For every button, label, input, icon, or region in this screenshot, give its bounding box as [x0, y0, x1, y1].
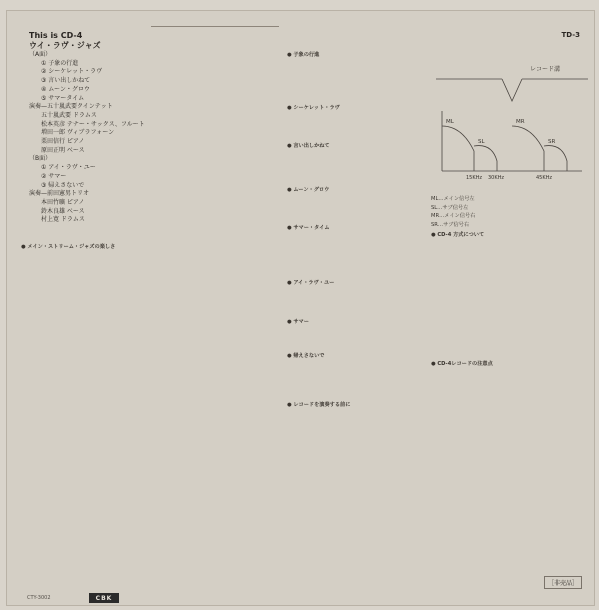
side-a-label: （A面） [29, 51, 52, 58]
track-heading-5: ● サマー・タイム [287, 225, 330, 232]
track-heading-2: ● シーケレット・ラヴ [287, 104, 340, 111]
track-a2: ② シーケレット・ラヴ [41, 68, 103, 76]
member-a3: 増田一郎 ヴィブラフォーン [41, 129, 115, 137]
track-a5: ⑤ サマータイム [41, 94, 85, 102]
not-for-sale-stamp: ［非売品］ [544, 576, 582, 589]
album-subtitle: ウイ・ラヴ・ジャズ [29, 41, 101, 50]
label-logo: CBK [89, 593, 119, 603]
track-heading-4: ● ムーン・グロウ [287, 186, 330, 193]
track-heading-8: ● 帰えさないで [287, 353, 325, 360]
column-2-rule [151, 26, 279, 27]
legend-item: SL…サブ信号左 [431, 204, 469, 211]
album-title: This is CD-4 [29, 31, 83, 40]
diagram-top-label: レコード溝 [530, 66, 561, 73]
track-heading-6: ● アイ・ラヴ・ユー [287, 279, 335, 286]
member-a2: 松本英彦 テナー・サックス、フルート [41, 120, 145, 128]
diagram-legend [431, 195, 571, 229]
track-b1: ① アイ・ラヴ・ユー [41, 164, 96, 172]
diagram-axis-3: 45KHz [536, 175, 553, 181]
side-b-label: （B面） [29, 155, 52, 163]
track-heading-1: ● 子象の行進 [287, 52, 320, 58]
member-b3: 村上寛 ドラムス [41, 216, 85, 224]
legend-item: MR…メイン信号右 [431, 213, 476, 220]
play-heading: ● レコードを演奏する前に [287, 401, 351, 408]
cd4-frequency-diagram [432, 51, 592, 191]
member-a1: 五十嵐武要 ドラムス [41, 111, 97, 119]
track-heading-3: ● 言い出しかねて [287, 143, 330, 150]
performer-a: 演奏—五十嵐武要クインテット [29, 103, 113, 111]
track-a3: ③ 言い出しかねて [41, 77, 91, 85]
liner-notes-sheet [6, 10, 595, 606]
diagram-label-sr: SR [548, 139, 556, 145]
column-3 [287, 51, 421, 409]
track-heading-7: ● サマー [287, 318, 309, 325]
intro-heading: ● メイン・ストリーム・ジャズの楽しさ [21, 244, 116, 250]
diagram-label-sl: SL [478, 139, 485, 145]
record-heading: ● CD-4レコードの注意点 [431, 360, 493, 367]
track-b2: ② サマー [41, 172, 67, 180]
member-b2: 鈴木良雄 ベース [41, 207, 85, 215]
cd4-diagram-svg [432, 51, 592, 191]
track-a4: ④ ムーン・グロウ [41, 85, 90, 93]
intro-column [21, 243, 146, 252]
diagram-label-mr: MR [516, 119, 525, 125]
diagram-axis-1: 15KHz [466, 175, 483, 181]
footer-code: CTY-3002 [27, 595, 51, 601]
tracklist [29, 31, 144, 225]
member-a5: 原田正明 ベース [41, 146, 85, 154]
legend-item: SR…サブ信号右 [431, 221, 470, 228]
track-a1: ① 子象の行進 [41, 59, 79, 67]
legend-item: ML…メイン信号左 [431, 196, 475, 202]
member-b1: 本田竹曠 ピアノ [41, 198, 85, 206]
column-2 [151, 23, 279, 30]
diagram-axis-2: 30KHz [488, 175, 505, 181]
catalog-code: TD-3 [561, 31, 580, 39]
performer-b: 演奏—前田憲男トリオ [29, 190, 89, 198]
cd4-heading: ● CD-4 方式について [431, 232, 485, 238]
track-b3: ③ 帰えさないで [41, 181, 85, 189]
member-a4: 栗田信行 ピアノ [41, 138, 85, 146]
diagram-label-ml: ML [446, 119, 454, 125]
cd4-column [431, 231, 581, 368]
